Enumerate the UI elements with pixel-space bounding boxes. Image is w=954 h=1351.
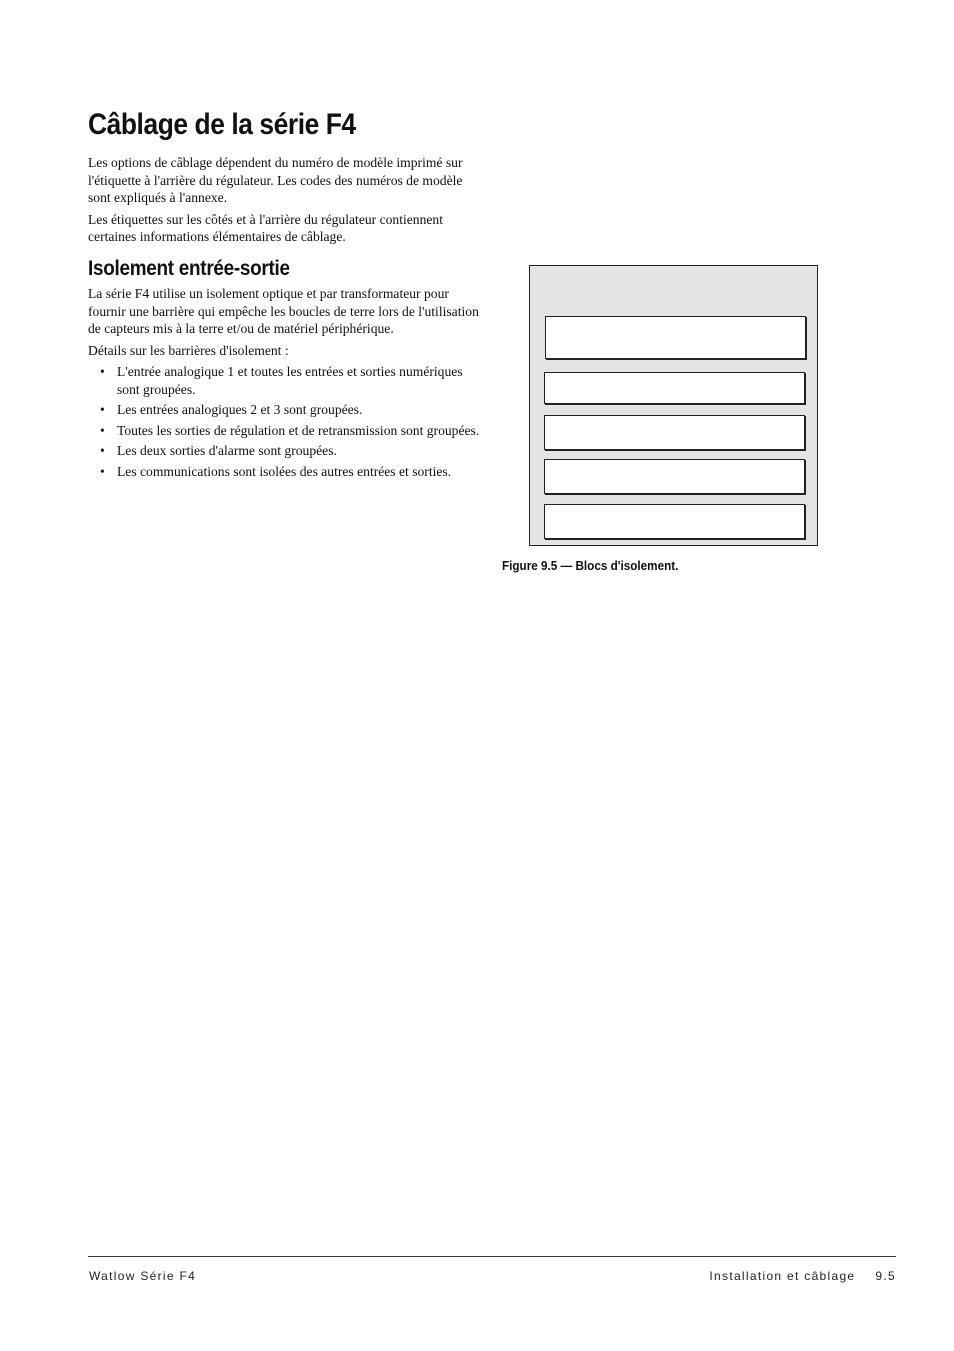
isolation-block xyxy=(545,316,806,359)
section-paragraph: La série F4 utilise un isolement optique et par transformateur pour fournir une barrière qui empêche les boucles de terre lors de l'utilisation de capteurs mis à la terre et/ou de matériel périphérique. xyxy=(88,286,479,336)
isolation-block xyxy=(544,459,805,494)
list-item xyxy=(88,463,488,481)
section-heading: Isolement entrée-sortie xyxy=(88,256,290,280)
figure-caption: Figure 9.5 — Blocs d'isolement. xyxy=(502,558,679,573)
footer-right xyxy=(709,1269,896,1283)
footer-divider xyxy=(88,1256,896,1257)
list-item xyxy=(88,422,488,440)
page-number: 9.5 xyxy=(875,1269,896,1283)
isolation-block xyxy=(544,415,805,450)
bullet-marker: • xyxy=(100,422,105,438)
footer-section-name: Installation et câblage xyxy=(709,1269,856,1283)
list-item-text: Les entrées analogiques 2 et 3 sont groupées. xyxy=(117,402,363,417)
details-intro: Détails sur les barrières d'isolement : xyxy=(88,342,289,358)
list-item xyxy=(88,442,488,460)
intro-paragraph-1: Les options de câblage dépendent du numéro de modèle imprimé sur l'étiquette à l'arrière du régulateur. Les codes des numéros de modèle sont expliqués à l'annexe. xyxy=(88,155,463,205)
list-item-text: Les communications sont isolées des autres entrées et sorties. xyxy=(117,463,452,479)
page-title: Câblage de la série F4 xyxy=(88,108,356,141)
bullet-marker: • xyxy=(100,443,105,458)
left-column xyxy=(88,154,488,483)
list-item-text: Toutes les sorties de régulation et de retransmission sont groupées. xyxy=(117,422,480,438)
footer-product-name: Watlow Série F4 xyxy=(89,1269,197,1283)
list-item-text: L'entrée analogique 1 et toutes les entrées et sorties numériques sont groupées. xyxy=(117,364,463,397)
bullet-marker: • xyxy=(100,463,105,479)
isolation-details-list xyxy=(88,363,488,480)
bullet-marker: • xyxy=(100,364,105,379)
intro-paragraph-2: Les étiquettes sur les côtés et à l'arrière du régulateur contiennent certaines informations élémentaires de câblage. xyxy=(88,211,443,244)
list-item xyxy=(88,401,488,419)
bullet-marker: • xyxy=(100,402,105,417)
isolation-block xyxy=(544,504,805,539)
isolation-block xyxy=(544,372,805,404)
list-item-text: Les deux sorties d'alarme sont groupées. xyxy=(117,443,337,458)
list-item xyxy=(88,363,488,398)
isolation-blocks-figure xyxy=(529,265,818,546)
